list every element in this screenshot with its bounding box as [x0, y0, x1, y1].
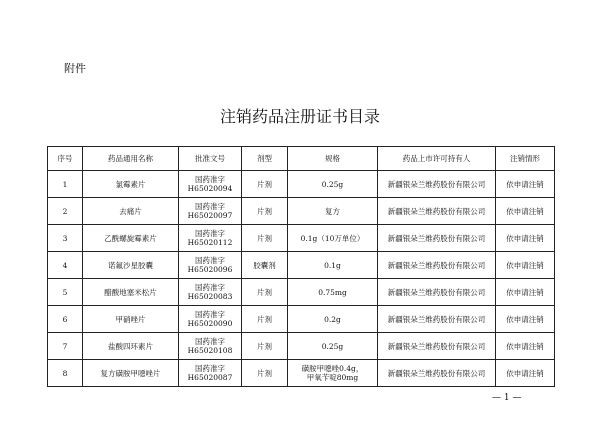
deregistration-table — [47, 146, 555, 387]
cell-drug-name: 盐酸四环素片 — [83, 333, 179, 360]
cell-drug-name: 甲硝唑片 — [83, 306, 179, 333]
cell-approval-number: 国药准字 H65020090 — [179, 306, 242, 333]
cell-dosage-form: 胶囊剂 — [242, 252, 288, 279]
table-row — [48, 333, 555, 360]
cell-approval-number: 国药准字 H65020097 — [179, 198, 242, 225]
cell-specification: 0.25g — [288, 171, 378, 198]
cell-cancellation: 依申请注销 — [496, 279, 555, 306]
document-title: 注销药品注册证书目录 — [219, 107, 380, 126]
page-number: — 1 — — [492, 393, 522, 403]
header-index: 序号 — [48, 147, 83, 171]
cell-approval-number: 国药准字 H65020112 — [179, 225, 242, 252]
cell-drug-name: 复方磺胺甲噁唑片 — [83, 360, 179, 387]
cell-approval-number: 国药准字 H65020094 — [179, 171, 242, 198]
header-holder: 药品上市许可持有人 — [378, 147, 496, 171]
cell-cancellation: 依申请注销 — [496, 252, 555, 279]
cell-cancellation: 依申请注销 — [496, 360, 555, 387]
cell-dosage-form: 片剂 — [242, 171, 288, 198]
cell-cancellation: 依申请注销 — [496, 333, 555, 360]
table-row — [48, 306, 555, 333]
cell-holder: 新疆银朵兰维药股份有限公司 — [378, 252, 496, 279]
table-row — [48, 225, 555, 252]
cell-drug-name: 醋酸地塞米松片 — [83, 279, 179, 306]
cell-index: 6 — [48, 306, 83, 333]
cell-specification: 0.1g — [288, 252, 378, 279]
header-approval-number: 批准文号 — [179, 147, 242, 171]
cell-approval-number: 国药准字 H65020083 — [179, 279, 242, 306]
cell-approval-number: 国药准字 H65020108 — [179, 333, 242, 360]
table-header-row — [48, 147, 555, 171]
header-drug-name: 药品通用名称 — [83, 147, 179, 171]
cell-index: 2 — [48, 198, 83, 225]
cell-dosage-form: 片剂 — [242, 198, 288, 225]
cell-dosage-form: 片剂 — [242, 225, 288, 252]
table-row — [48, 360, 555, 387]
table-row — [48, 252, 555, 279]
cell-drug-name: 去痛片 — [83, 198, 179, 225]
cell-approval-number: 国药准字 H65020087 — [179, 360, 242, 387]
cell-holder: 新疆银朵兰维药股份有限公司 — [378, 225, 496, 252]
cell-specification: 磺胺甲噁唑0.4g， 甲氧苄啶80mg — [288, 360, 378, 387]
cell-holder: 新疆银朵兰维药股份有限公司 — [378, 171, 496, 198]
cell-index: 8 — [48, 360, 83, 387]
cell-specification: 0.2g — [288, 306, 378, 333]
table-row — [48, 198, 555, 225]
cell-specification: 0.25g — [288, 333, 378, 360]
cell-dosage-form: 片剂 — [242, 333, 288, 360]
table-body — [48, 171, 555, 387]
cell-specification: 复方 — [288, 198, 378, 225]
cell-approval-number: 国药准字 H65020096 — [179, 252, 242, 279]
cell-dosage-form: 片剂 — [242, 306, 288, 333]
cell-cancellation: 依申请注销 — [496, 306, 555, 333]
cell-holder: 新疆银朵兰维药股份有限公司 — [378, 198, 496, 225]
cell-index: 7 — [48, 333, 83, 360]
table-row — [48, 171, 555, 198]
cell-dosage-form: 片剂 — [242, 279, 288, 306]
cell-holder: 新疆银朵兰维药股份有限公司 — [378, 333, 496, 360]
table-row — [48, 279, 555, 306]
header-dosage-form: 剂型 — [242, 147, 288, 171]
cell-drug-name: 氯霉素片 — [83, 171, 179, 198]
cell-dosage-form: 片剂 — [242, 360, 288, 387]
cell-holder: 新疆银朵兰维药股份有限公司 — [378, 360, 496, 387]
cell-cancellation: 依申请注销 — [496, 198, 555, 225]
header-specification: 规格 — [288, 147, 378, 171]
cell-index: 1 — [48, 171, 83, 198]
header-cancellation: 注销情形 — [496, 147, 555, 171]
cell-drug-name: 乙酰螺旋霉素片 — [83, 225, 179, 252]
cell-holder: 新疆银朵兰维药股份有限公司 — [378, 279, 496, 306]
cell-index: 5 — [48, 279, 83, 306]
cell-cancellation: 依申请注销 — [496, 225, 555, 252]
cell-cancellation: 依申请注销 — [496, 171, 555, 198]
cell-specification: 0.75mg — [288, 279, 378, 306]
cell-index: 4 — [48, 252, 83, 279]
cell-drug-name: 诺氟沙星胶囊 — [83, 252, 179, 279]
cell-holder: 新疆银朵兰维药股份有限公司 — [378, 306, 496, 333]
cell-index: 3 — [48, 225, 83, 252]
attachment-label: 附件 — [64, 62, 86, 75]
cell-specification: 0.1g（10万单位） — [288, 225, 378, 252]
